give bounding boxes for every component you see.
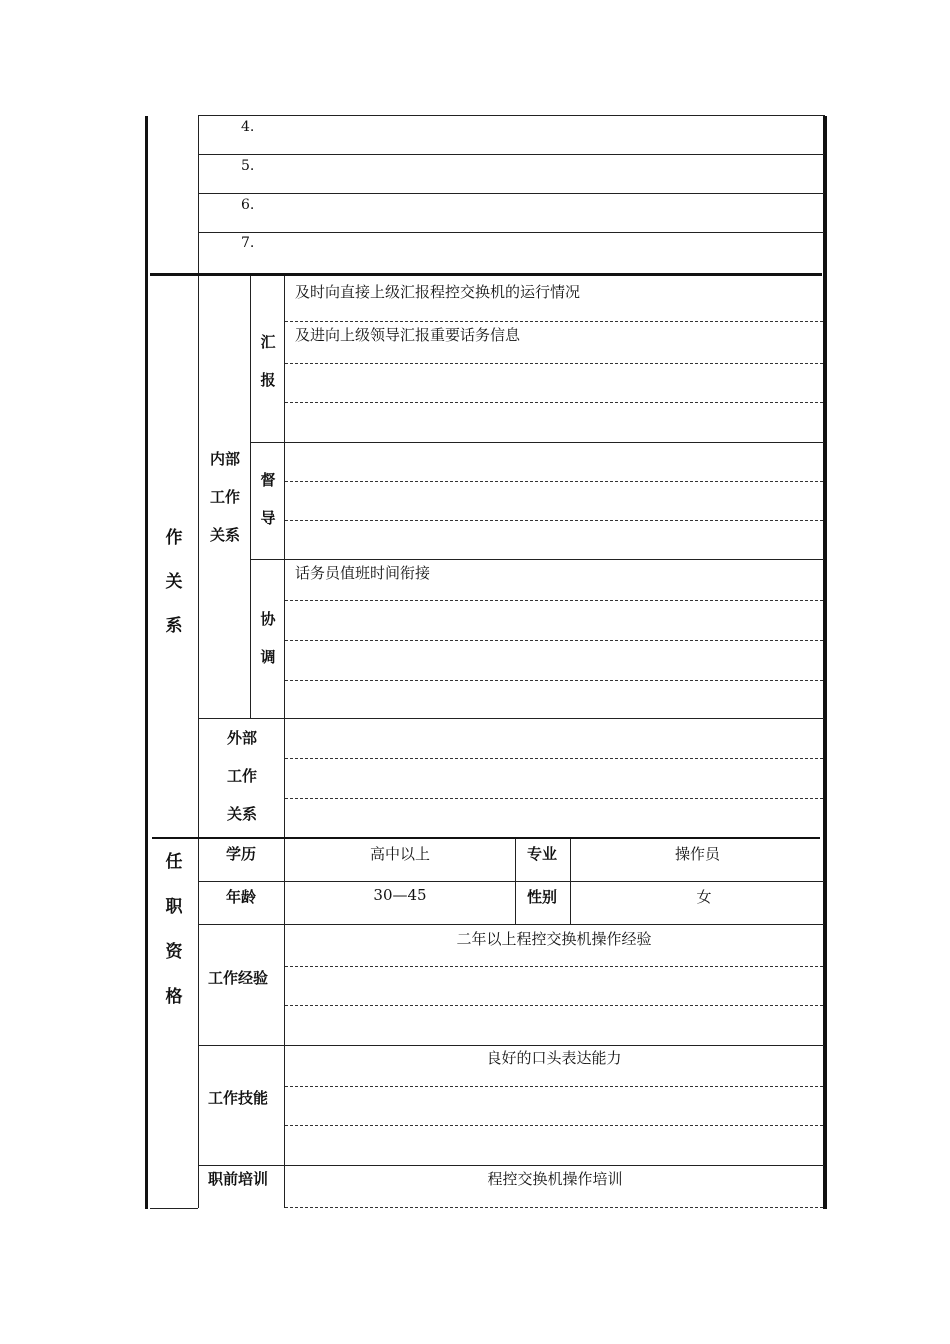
age-label: 年龄 bbox=[226, 888, 257, 906]
education-value: 高中以上 bbox=[369, 845, 430, 863]
row-line bbox=[198, 924, 824, 925]
dashed-line bbox=[285, 402, 823, 403]
sub-col-divider bbox=[284, 276, 285, 837]
row-line bbox=[198, 1165, 824, 1166]
gender-label: 性别 bbox=[527, 888, 558, 906]
skills-value: 良好的口头表达能力 bbox=[486, 1049, 622, 1067]
list-item-number: 7. bbox=[241, 235, 255, 251]
relations-col-divider bbox=[198, 276, 199, 837]
experience-value: 二年以上程控交换机操作经验 bbox=[456, 930, 652, 948]
dashed-line bbox=[285, 640, 823, 641]
dashed-line bbox=[285, 1125, 823, 1126]
dashed-line bbox=[285, 1207, 823, 1208]
dashed-line bbox=[285, 481, 823, 482]
qualifications-section-label: 任 职 资 格 bbox=[165, 852, 183, 1007]
row-line bbox=[198, 1045, 824, 1046]
major-label: 专业 bbox=[527, 845, 558, 863]
dashed-line bbox=[285, 1086, 823, 1087]
dashed-line bbox=[285, 1005, 823, 1006]
report-label: 汇 报 bbox=[260, 333, 276, 389]
list-item-number: 4. bbox=[241, 119, 255, 135]
block-line bbox=[250, 559, 824, 560]
block-line bbox=[250, 442, 824, 443]
age-value: 30—45 bbox=[373, 886, 427, 904]
gender-value: 女 bbox=[696, 888, 712, 906]
work-relations-section-label: 作 关 系 bbox=[165, 528, 183, 636]
top-row-line bbox=[198, 154, 824, 155]
row-line bbox=[198, 881, 824, 882]
top-border bbox=[198, 115, 825, 116]
skills-label: 工作技能 bbox=[208, 1089, 269, 1107]
top-col-divider bbox=[198, 116, 199, 273]
coordinate-label: 协 调 bbox=[260, 610, 276, 666]
coordinate-text: 话务员值班时间衔接 bbox=[295, 564, 431, 582]
training-value: 程控交换机操作培训 bbox=[487, 1170, 623, 1188]
dashed-line bbox=[285, 600, 823, 601]
block-line bbox=[198, 718, 824, 719]
internal-relations-label: 内部 工作 关系 bbox=[209, 450, 240, 544]
internal-col-divider bbox=[250, 276, 251, 718]
bottom-border-left bbox=[150, 1208, 198, 1209]
training-label: 职前培训 bbox=[208, 1170, 269, 1188]
section-divider-2 bbox=[152, 837, 820, 839]
qual-col-divider bbox=[198, 839, 199, 1208]
top-row-line bbox=[198, 232, 824, 233]
external-relations-label: 外部 工作 关系 bbox=[226, 729, 257, 823]
top-row-line bbox=[198, 193, 824, 194]
experience-label: 工作经验 bbox=[208, 969, 269, 987]
dashed-line bbox=[285, 798, 823, 799]
left-border bbox=[145, 116, 148, 1209]
list-item-number: 6. bbox=[241, 197, 255, 213]
dashed-line bbox=[285, 758, 823, 759]
dashed-line bbox=[285, 363, 823, 364]
major-value: 操作员 bbox=[674, 845, 720, 863]
dashed-line bbox=[285, 966, 823, 967]
education-label: 学历 bbox=[226, 845, 257, 863]
list-item-number: 5. bbox=[241, 158, 255, 174]
report-text: 及进向上级领导汇报重要话务信息 bbox=[295, 326, 521, 344]
dashed-line bbox=[285, 680, 823, 681]
report-text: 及时向直接上级汇报程控交换机的运行情况 bbox=[295, 283, 581, 301]
supervise-label: 督 导 bbox=[260, 471, 276, 527]
dashed-line bbox=[285, 321, 823, 322]
dashed-line bbox=[285, 520, 823, 521]
